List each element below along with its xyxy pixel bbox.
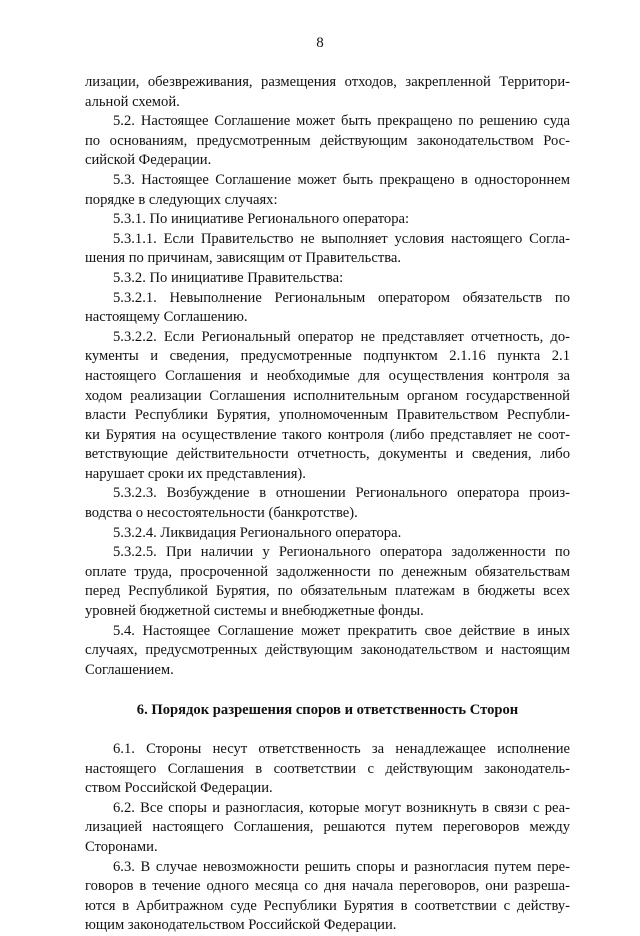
text-line: ки Бурятия на осуществление такого контроля (либо представляет не соот- xyxy=(85,426,570,443)
text-line: Соглашением. xyxy=(85,661,174,678)
text-line: лизацией настоящего Соглашения, решаются путем переговоров между xyxy=(85,819,570,836)
text-line: Сторонами. xyxy=(85,838,158,855)
text-line: порядке в следующих случаях: xyxy=(85,191,278,208)
text-line: по основаниям, предусмотренным действующим законодательством Рос- xyxy=(85,132,570,149)
text-line: случаях, предусмотренных действующим законодательством и настоящим xyxy=(85,642,570,659)
text-line: настоящего Соглашения и необходимые для осуществления контроля за xyxy=(85,367,570,384)
paragraph-5-3-2-1 xyxy=(85,289,570,328)
text-line: нарушает сроки их представления). xyxy=(85,465,306,482)
text-line: сийской Федерации. xyxy=(85,152,212,169)
text-line: 6.2. Все споры и разногласия, которые могут возникнуть в связи с реа- xyxy=(113,799,570,816)
paragraph-6-1 xyxy=(85,740,570,799)
text-line: ством Российской Федерации. xyxy=(85,780,273,797)
section-6-body xyxy=(85,740,570,936)
section-heading: 6. Порядок разрешения споров и ответственность Сторон xyxy=(136,702,519,719)
text-line: 5.3.2.5. При наличии у Регионального оператора задолженности по xyxy=(113,544,570,561)
text-line: 5.3.2.2. Если Региональный оператор не представляет отчетность, до- xyxy=(113,328,570,345)
paragraph-5-2 xyxy=(85,112,570,171)
text-line: ходом реализации Соглашения исполнительным органом государственной xyxy=(85,387,570,404)
document-body xyxy=(85,73,570,936)
paragraph-5-3 xyxy=(85,171,570,210)
paragraph-5-3-2-2 xyxy=(85,328,570,485)
text-line: 5.3. Настоящее Соглашение может быть прекращено в одностороннем xyxy=(113,171,570,188)
text-line: 5.3.1. По инициативе Регионального оператора: xyxy=(113,211,410,228)
text-line: перед Республикой Бурятия, по обязательным платежам в бюджеты всех xyxy=(85,583,570,600)
text-line: ющим законодательством Российской Федерации. xyxy=(85,917,397,934)
paragraph-5-3-2-5 xyxy=(85,543,570,621)
paragraph-5-4 xyxy=(85,622,570,681)
text-line: лизации, обезвреживания, размещения отходов, закрепленной Территори- xyxy=(85,74,570,90)
page-number: 8 xyxy=(316,35,324,51)
text-line: ются в Арбитражном суде Республики Бурятия в соответствии с действу- xyxy=(85,897,570,914)
text-line: настоящему Соглашению. xyxy=(85,309,248,326)
paragraph-6-3 xyxy=(85,858,570,936)
paragraph-5-3-1 xyxy=(85,210,570,230)
text-line: 5.3.2.1. Невыполнение Региональным оператором обязательств по xyxy=(113,289,570,306)
text-line: 5.3.1.1. Если Правительство не выполняет условия настоящего Согла- xyxy=(113,230,570,247)
paragraph-5-3-2 xyxy=(85,269,570,289)
text-line: оплате труда, просроченной задолженности по денежным обязательствам xyxy=(85,563,570,580)
text-line: 5.3.2.3. Возбуждение в отношении Регионального оператора произ- xyxy=(113,485,570,502)
paragraph-cont xyxy=(85,73,570,112)
text-line: 5.3.2.4. Ликвидация Регионального оператора. xyxy=(113,524,402,541)
text-line: 5.4. Настоящее Соглашение может прекратить свое действие в иных xyxy=(113,622,570,639)
text-line: 5.2. Настоящее Соглашение может быть прекращено по решению суда xyxy=(113,113,570,130)
text-line: шения по причинам, зависящим от Правительства. xyxy=(85,250,402,267)
text-line: власти Республики Бурятия, уполномоченным Правительством Республи- xyxy=(85,407,570,424)
paragraph-5-3-2-4 xyxy=(85,524,570,544)
text-line: ветствующие действительности отчетность, документы и сведения, либо xyxy=(85,446,570,463)
text-line: уровней бюджетной системы и внебюджетные фонды. xyxy=(85,603,424,620)
paragraph-5-3-1-1 xyxy=(85,230,570,269)
text-line: 6.1. Стороны несут ответственность за ненадлежащее исполнение xyxy=(113,741,570,757)
section-5-continuation xyxy=(85,73,570,680)
text-line: 6.3. В случае невозможности решить споры и разногласия путем пере- xyxy=(113,858,570,875)
paragraph-6-2 xyxy=(85,799,570,858)
text-line: водства о несостоятельности (банкротстве). xyxy=(85,505,358,522)
paragraph-5-3-2-3 xyxy=(85,484,570,523)
text-line: 5.3.2. По инициативе Правительства: xyxy=(113,269,344,286)
text-line: альной схемой. xyxy=(85,93,180,110)
text-line: говоров в течение одного месяца со дня начала переговоров, они разреша- xyxy=(85,878,570,895)
text-line: кументы и сведения, предусмотренные подпунктом 2.1.16 пункта 2.1 xyxy=(85,348,570,365)
text-line: настоящего Соглашения в соответствии с действующим законодатель- xyxy=(85,760,570,777)
